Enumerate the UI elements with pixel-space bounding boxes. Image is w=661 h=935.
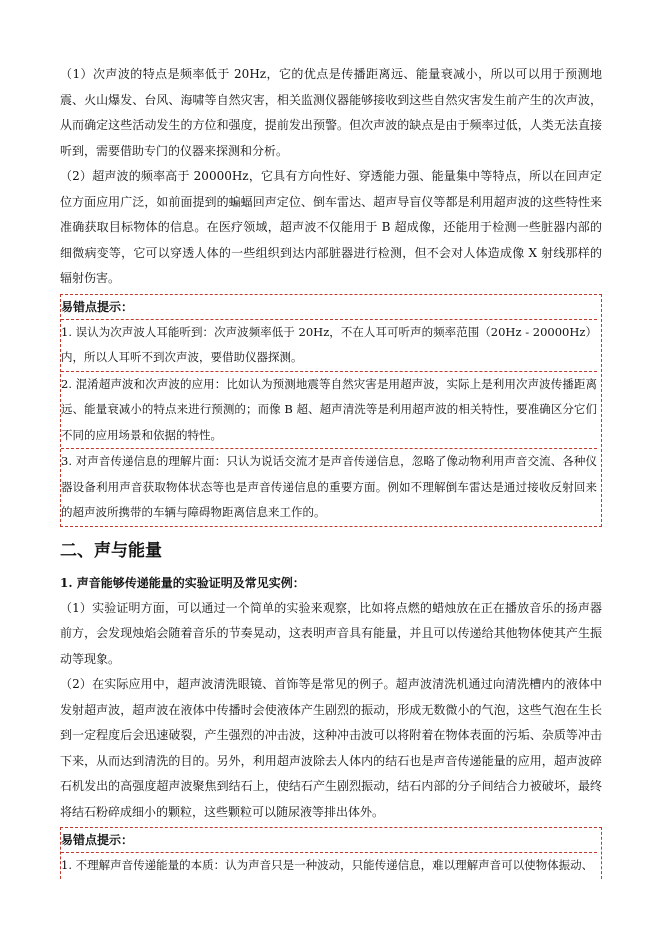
error-tip-item-2: 2. 混淆超声波和次声波的应用：比如认为预测地震等自然灾害是用超声波，实际上是利用次声波传播距离远、能量衰减小的特点来进行预测的；而像 B 超、超声清洗等是利用超声波的相关特性，要准确区分它们不同的应用场景和依据的特性。 xyxy=(61,376,597,442)
section2-paragraph-2: （2）在实际应用中，超声波清洗眼镜、首饰等是常见的例子。超声波清洗机通过向清洗槽内的液体中发射超声波，超声波在液体中传播时会使液体产生剧烈的振动，形成无数微小的气泡，这些气泡在生长到一定程度后会迅速破裂，产生强烈的冲击波，这种冲击波可以将附着在物体表面的污垢、杂质等冲击下来，从而达到清洗的目的。另外，利用超声波除去人体内的结石也是声音传递能量的应用，超声波碎石机发出的高强度超声波聚焦到结石上，使结石产生剧烈振动，结石内部的分子间结合力被破坏，最终将结石粉碎成细小的颗粒，这些颗粒可以随尿液等排出体外。 xyxy=(60,677,602,819)
section-title-sound-energy: 二、声与能量 xyxy=(60,540,162,561)
error-tip-item-1: 1. 误认为次声波人耳能听到：次声波频率低于 20Hz，不在人耳可听声的频率范围（20Hz - 20000Hz）内，所以人耳听不到次声波，要借助仪器探测。 xyxy=(61,324,597,364)
section2-paragraph-1: （1）实验证明方面，可以通过一个简单的实验来观察，比如将点燃的蜡烛放在正在播放音乐的扬声器前方，会发现烛焰会随着音乐的节奏晃动，这表明声音具有能量，并且可以传递给其他物体使其产生振动等现象。 xyxy=(60,600,602,666)
error-tips-title-2: 易错点提示： xyxy=(61,833,134,847)
error-tips-box-2 xyxy=(60,827,602,879)
error-tip2-item-1: 1. 不理解声音传递能量的本质：认为声音只是一种波动，只能传递信息，难以理解声音可以使物体振动、 xyxy=(61,858,594,872)
section1-paragraph-2: （2）超声波的频率高于 20000Hz，它具有方向性好、穿透能力强、能量集中等特点，所以在回声定位方面应用广泛，如前面提到的蝙蝠回声定位、倒车雷达、超声导盲仪等都是利用超声波的这些特性来准确获取目标物体的信息。在医疗领域，超声波不仅能用于 B 超成像，还能用于检测一些脏器内部的细微病变等，它可以穿透人体的一些组织到达内部脏器进行检测，但不会对人体造成像 X 射线那样的辐射伤害。 xyxy=(60,169,602,285)
error-tips-box-1 xyxy=(60,294,602,527)
error-tips-title: 易错点提示： xyxy=(61,299,134,314)
page-content xyxy=(60,62,602,881)
error-tip-item-3: 3. 对声音传递信息的理解片面：只认为说话交流才是声音传递信息，忽略了像动物利用声音交流、各种仪器设备利用声音获取物体状态等也是声音传递信息的重要方面。例如不理解倒车雷达是通过接收反射回来的超声波所携带的车辆与障碍物距离信息来工作的。 xyxy=(61,454,597,519)
section2-subtitle: 1. 声音能够传递能量的实验证明及常见实例： xyxy=(60,575,305,590)
section1-paragraph-1: （1）次声波的特点是频率低于 20Hz，它的优点是传播距离远、能量衰减小，所以可以用于预测地震、火山爆发、台风、海啸等自然灾害，相关监测仪器能够接收到这些自然灾害发生前产生的次声波，从而确定这些活动发生的方位和强度，提前发出预警。但次声波的缺点是由于频率过低，人类无法直接听到，需要借助专门的仪器来探测和分析。 xyxy=(60,67,602,158)
